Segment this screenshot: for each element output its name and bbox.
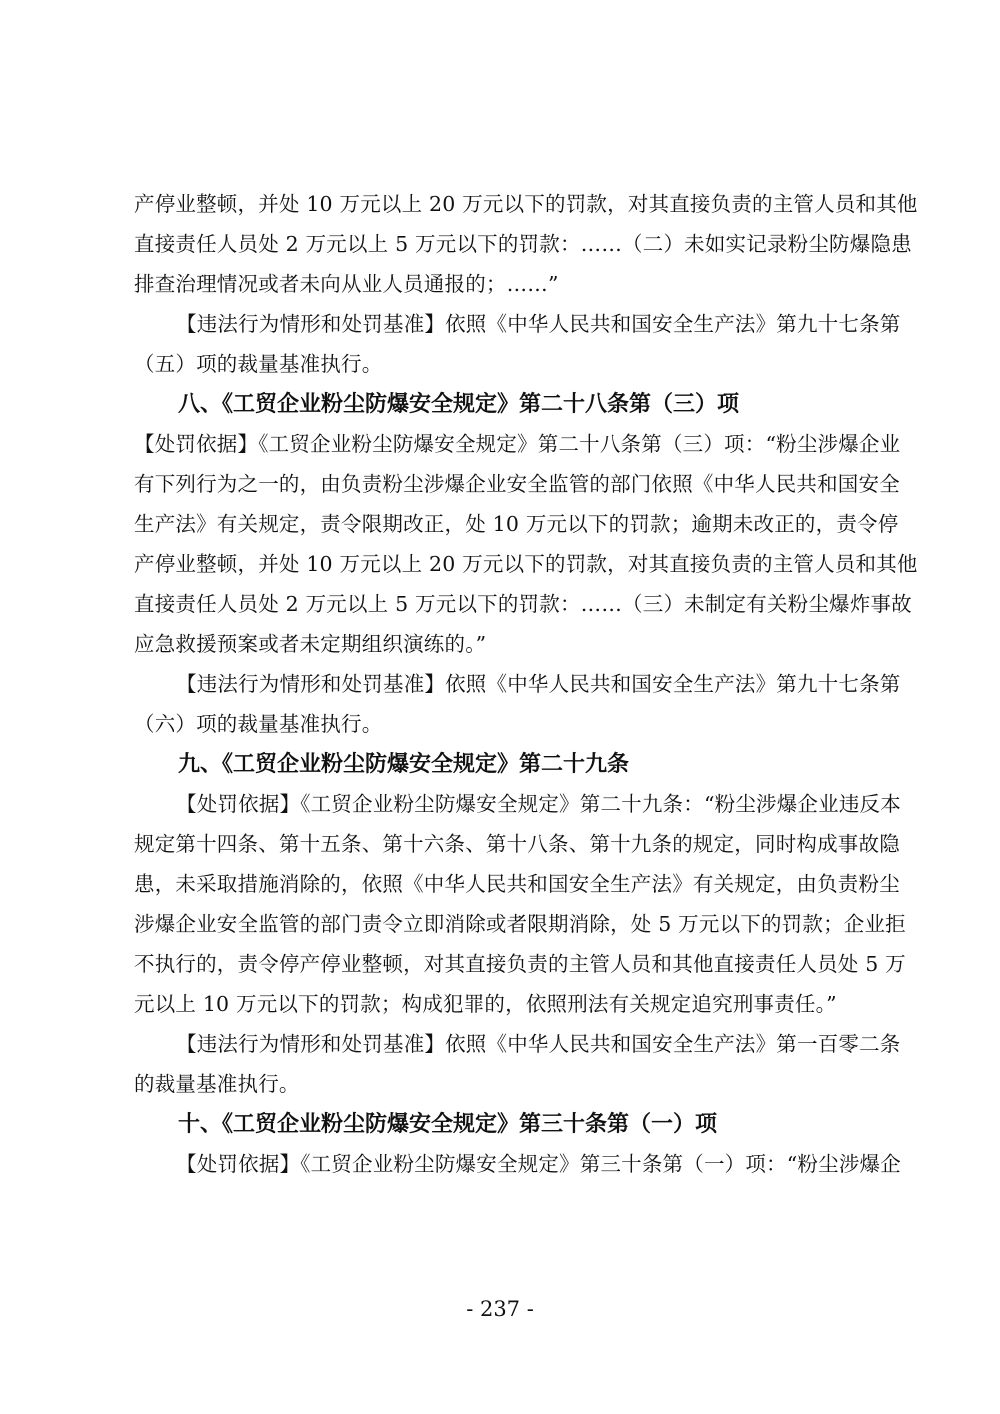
text-line: （五）项的裁量基准执行。 — [134, 352, 383, 376]
text-line: 【违法行为情形和处罚基准】依照《中华人民共和国安全生产法》第一百零二条 — [176, 1032, 901, 1056]
text-line: 直接责任人员处 2 万元以上 5 万元以下的罚款：……（二）未如实记录粉尘防爆隐患 — [134, 232, 912, 256]
text-line: 产停业整顿，并处 10 万元以上 20 万元以下的罚款，对其直接负责的主管人员和其他 — [134, 552, 918, 576]
text-line: 生产法》有关规定，责令限期改正，处 10 万元以下的罚款；逾期未改正的，责令停 — [134, 512, 899, 536]
document-body — [134, 184, 918, 1184]
text-line: 应急救援预案或者未定期组织演练的。” — [134, 632, 487, 656]
text-line: 【处罚依据】《工贸企业粉尘防爆安全规定》第三十条第（一）项：“粉尘涉爆企 — [176, 1152, 901, 1176]
text-line: 有下列行为之一的，由负责粉尘涉爆企业安全监管的部门依照《中华人民共和国安全 — [134, 472, 900, 496]
text-line: 患，未采取措施消除的，依照《中华人民共和国安全生产法》有关规定，由负责粉尘 — [134, 872, 900, 896]
text-line: 涉爆企业安全监管的部门责令立即消除或者限期消除，处 5 万元以下的罚款；企业拒 — [134, 912, 906, 936]
text-line: 不执行的，责令停产停业整顿，对其直接负责的主管人员和其他直接责任人员处 5 万 — [134, 952, 906, 976]
text-line: 产停业整顿，并处 10 万元以上 20 万元以下的罚款，对其直接负责的主管人员和其他 — [134, 192, 918, 216]
text-line: 【处罚依据】《工贸企业粉尘防爆安全规定》第二十九条：“粉尘涉爆企业违反本 — [176, 792, 901, 816]
text-line: 排查治理情况或者未向从业人员通报的；……” — [134, 272, 559, 296]
text-line: 【违法行为情形和处罚基准】依照《中华人民共和国安全生产法》第九十七条第 — [176, 672, 901, 696]
page-number: - 237 - — [466, 1297, 534, 1321]
text-line: 的裁量基准执行。 — [134, 1072, 300, 1096]
section-heading: 十、《工贸企业粉尘防爆安全规定》第三十条第（一）项 — [178, 1111, 718, 1137]
section-heading: 九、《工贸企业粉尘防爆安全规定》第二十九条 — [178, 751, 630, 777]
section-heading: 八、《工贸企业粉尘防爆安全规定》第二十八条第（三）项 — [178, 391, 740, 417]
text-line: 【违法行为情形和处罚基准】依照《中华人民共和国安全生产法》第九十七条第 — [176, 312, 901, 336]
text-line: 元以上 10 万元以下的罚款；构成犯罪的，依照刑法有关规定追究刑事责任。” — [134, 992, 837, 1016]
text-line: 【处罚依据】《工贸企业粉尘防爆安全规定》第二十八条第（三）项：“粉尘涉爆企业 — [134, 432, 901, 456]
text-line: 直接责任人员处 2 万元以上 5 万元以下的罚款：……（三）未制定有关粉尘爆炸事故 — [134, 592, 912, 616]
text-line: 规定第十四条、第十五条、第十六条、第十八条、第十九条的规定，同时构成事故隐 — [134, 832, 900, 856]
text-line: （六）项的裁量基准执行。 — [134, 712, 383, 736]
